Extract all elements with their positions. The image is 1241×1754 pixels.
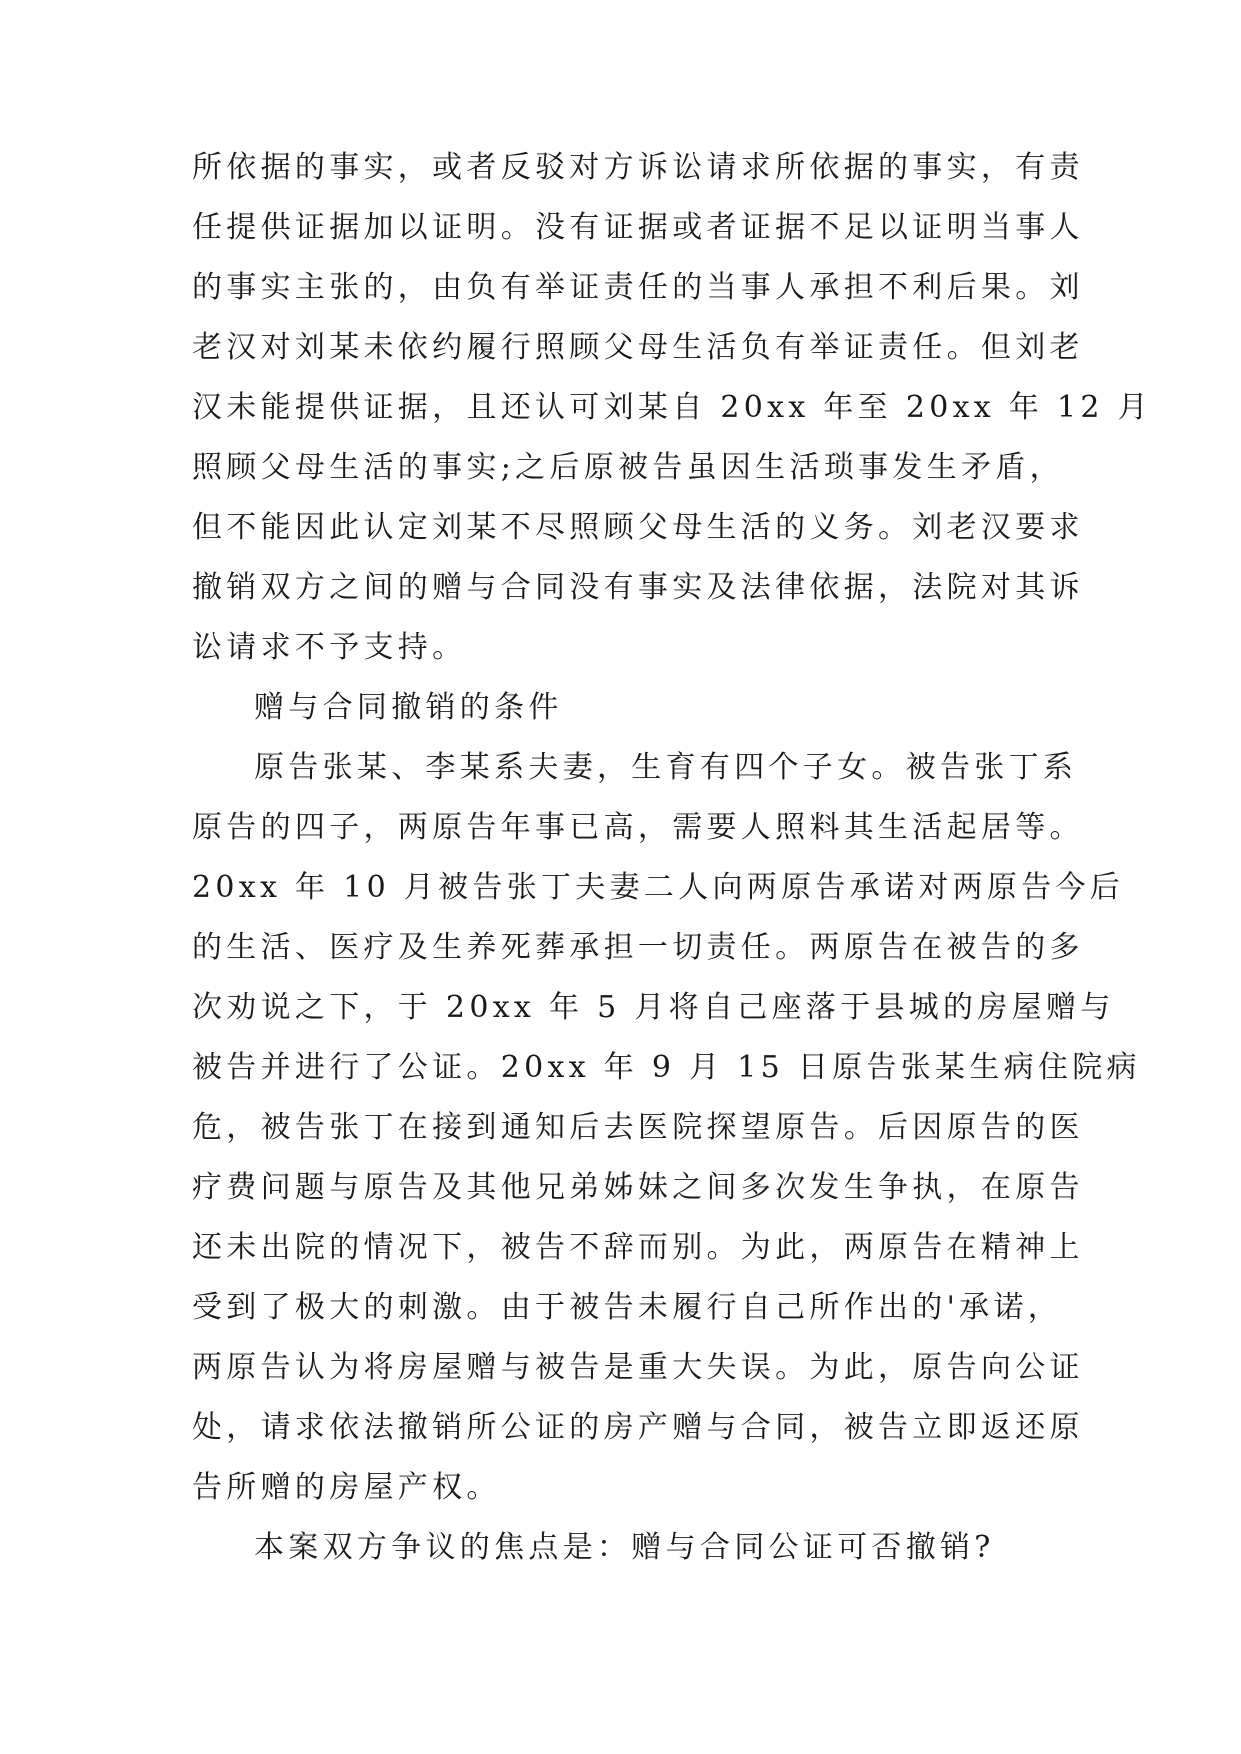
text-line: 次劝说之下，于 20xx 年 5 月将自己座落于县城的房屋赠与 <box>192 990 1115 1025</box>
text-line: 所依据的事实，或者反驳对方诉讼请求所依据的事实，有责 <box>192 150 1084 185</box>
text-line: 危，被告张丁在接到通知后去医院探望原告。后因原告的医 <box>192 1110 1084 1145</box>
text-line: 20xx 年 10 月被告张丁夫妻二人向两原告承诺对两原告今后 <box>192 870 1125 905</box>
text-line: 的生活、医疗及生养死葬承担一切责任。两原告在被告的多 <box>192 930 1084 965</box>
text-line: 汉未能提供证据，且还认可刘某自 20xx 年至 20xx 年 12 月 <box>192 390 1152 425</box>
text-line: 处，请求依法撤销所公证的房产赠与合同，被告立即返还原 <box>192 1410 1084 1445</box>
text-line: 还未出院的情况下，被告不辞而别。为此，两原告在精神上 <box>192 1230 1084 1265</box>
paragraph-start-line: 本案双方争议的焦点是：赠与合同公证可否撤销? <box>254 1530 995 1565</box>
text-line: 受到了极大的刺激。由于被告未履行自己所作出的'承诺， <box>192 1290 1063 1325</box>
text-line: 两原告认为将房屋赠与被告是重大失误。为此，原告向公证 <box>192 1350 1084 1385</box>
text-line: 但不能因此认定刘某不尽照顾父母生活的义务。刘老汉要求 <box>192 510 1084 545</box>
text-line: 告所赠的房屋产权。 <box>192 1470 501 1505</box>
text-line: 老汉对刘某未依约履行照顾父母生活负有举证责任。但刘老 <box>192 330 1084 365</box>
text-line: 被告并进行了公证。20xx 年 9 月 15 日原告张某生病住院病 <box>192 1050 1141 1085</box>
text-line: 原告的四子，两原告年事已高，需要人照料其生活起居等。 <box>192 810 1084 845</box>
text-line: 任提供证据加以证明。没有证据或者证据不足以证明当事人 <box>192 210 1084 245</box>
text-line: 的事实主张的，由负有举证责任的当事人承担不利后果。刘 <box>192 270 1084 305</box>
paragraph-start-line: 原告张某、李某系夫妻，生育有四个子女。被告张丁系 <box>254 750 1078 785</box>
text-line: 疗费问题与原告及其他兄弟姊妹之间多次发生争执，在原告 <box>192 1170 1084 1205</box>
document-body <box>192 138 1152 1578</box>
text-line: 撤销双方之间的赠与合同没有事实及法律依据，法院对其诉 <box>192 570 1084 605</box>
text-line: 讼请求不予支持。 <box>192 630 467 665</box>
section-heading: 赠与合同撤销的条件 <box>254 690 563 725</box>
text-line: 照顾父母生活的事实;之后原被告虽因生活琐事发生矛盾， <box>192 450 1064 485</box>
